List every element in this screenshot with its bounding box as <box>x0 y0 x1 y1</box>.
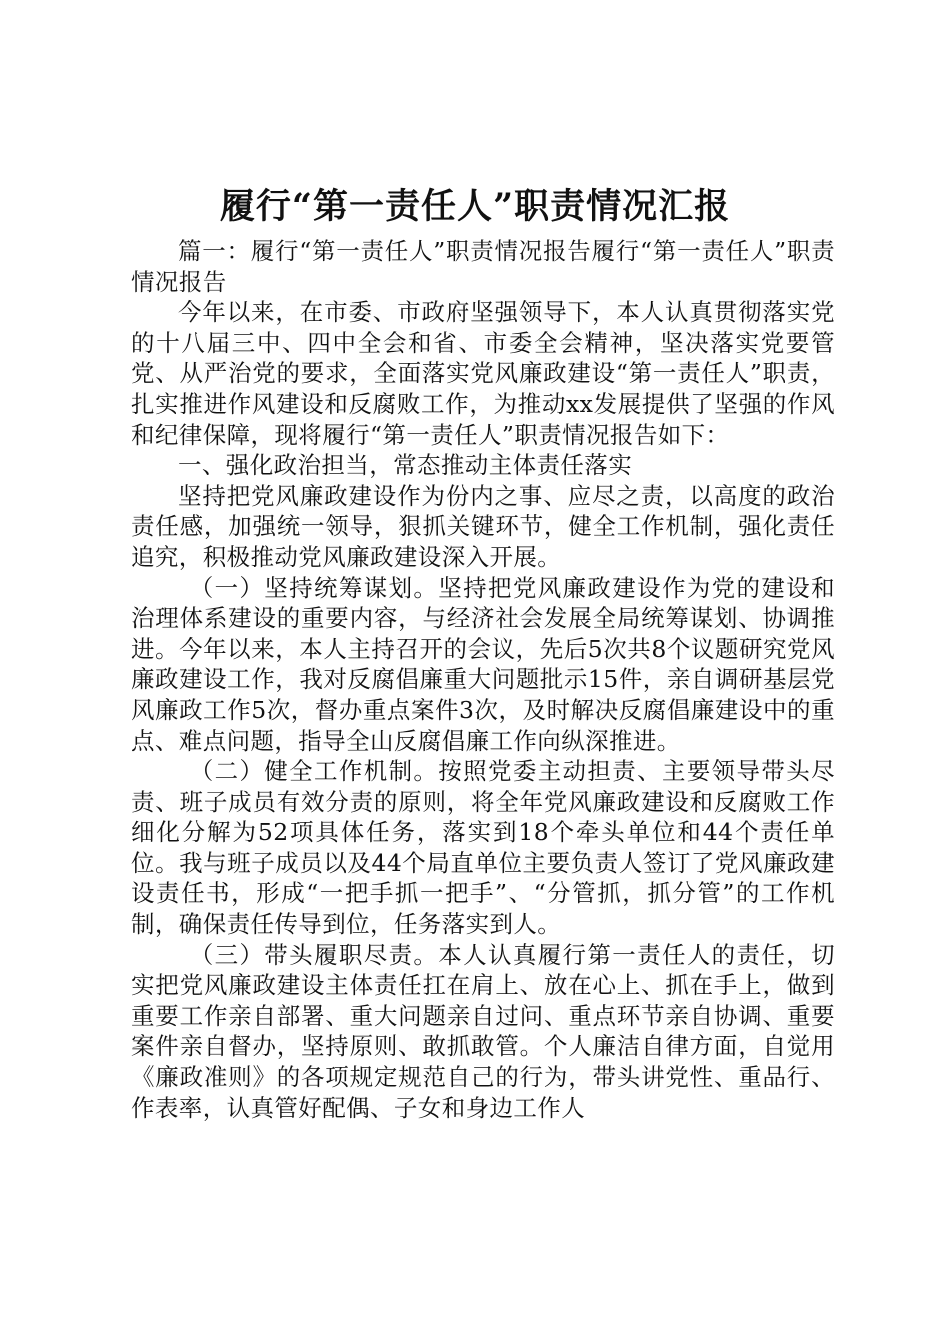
document-title: 履行“第一责任人”职责情况汇报 <box>219 186 731 227</box>
paragraph-item-2: （二）健全工作机制。按照党委主动担责、主要领导带头尽责、班子成员有效分责的原则，将全年党风廉政建设和反腐败工作细化分解为52项具体任务，落实到18个牵头单位和44个责任单位。我与班子成员以及44个局直单位主要负责人签订了党风廉政建设责任书，形成“一把手抓一把手”、“分管抓，抓分管”的工作机制，确保责任传导到位，任务落实到人。 <box>131 757 835 939</box>
paragraph-item-1: （一）坚持统筹谋划。坚持把党风廉政建设作为党的建设和治理体系建设的重要内容，与经济社会发展全局统筹谋划、协调推进。今年以来，本人主持召开的会议，先后5次共8个议题研究党风廉政建设工作，我对反腐倡廉重大问题批示15件，亲自调研基层党风廉政工作5次，督办重点案件3次，及时解决反腐倡廉建设中的重点、难点问题，指导全山反腐倡廉工作向纵深推进。 <box>131 573 835 755</box>
paragraph-section-1-summary: 坚持把党风廉政建设作为份内之事、应尽之责，以高度的政治责任感，加强统一领导，狠抓关键环节，健全工作机制，强化责任追究，积极推动党风廉政建设深入开展。 <box>131 481 835 571</box>
paragraph-item-3: （三）带头履职尽责。本人认真履行第一责任人的责任，切实把党风廉政建设主体责任扛在肩上、放在心上、抓在手上，做到重要工作亲自部署、重大问题亲自过问、重点环节亲自协调、重要案件亲自督办，坚持原则、敢抓敢管。个人廉洁自律方面，自觉用《廉政准则》的各项规定规范自己的行为，带头讲党性、重品行、作表率，认真管好配偶、子女和身边工作人 <box>131 940 835 1122</box>
section-heading-1: 一、强化政治担当，常态推动主体责任落实 <box>178 451 633 480</box>
paragraph-intro: 今年以来，在市委、市政府坚强领导下，本人认真贯彻落实党的十八届三中、四中全会和省、市委全会精神，坚决落实党要管党、从严治党的要求，全面落实党风廉政建设“第一责任人”职责，扎实推进作风建设和反腐败工作，为推动xx发展提供了坚强的作风和纪律保障，现将履行“第一责任人”职责情况报告如下： <box>131 298 835 449</box>
document-body <box>131 236 835 1123</box>
paragraph-heading-line: 篇一：履行“第一责任人”职责情况报告履行“第一责任人”职责情况报告 <box>131 237 835 296</box>
